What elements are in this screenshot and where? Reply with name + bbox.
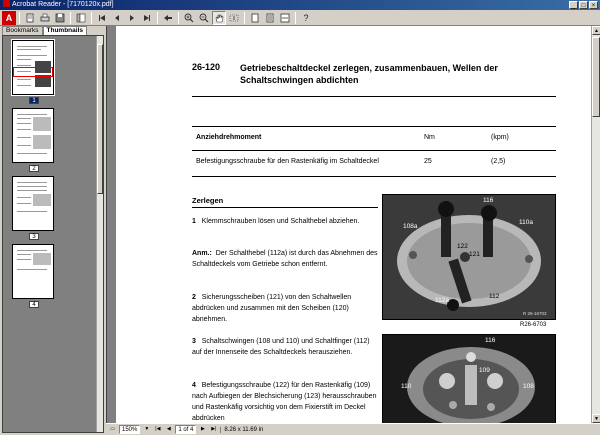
- pane-tabs: [2, 26, 87, 35]
- thumbnail-page-3[interactable]: [12, 176, 54, 231]
- thumb-text-line: [17, 79, 31, 80]
- rule-subheading: [192, 207, 378, 208]
- step-1-num: 1: [192, 218, 196, 225]
- torque-row-nm: 25: [424, 158, 432, 165]
- figure-1-reference: R26-6703: [520, 322, 547, 328]
- step-3-text: Schaltschwingen (108 und 110) und Schaltfinger (112) auf der Innenseite des Schaltdeckels herausziehen.: [192, 338, 370, 356]
- page-indicator[interactable]: 1 of 4: [175, 425, 196, 434]
- thumb-image: [33, 253, 51, 265]
- status-first-page-icon[interactable]: |◀: [155, 426, 161, 432]
- print-icon[interactable]: [38, 11, 52, 25]
- thumb-text-line: [17, 59, 31, 60]
- step-2-num: 2: [192, 294, 196, 301]
- thumbnails-scroll-thumb[interactable]: [97, 44, 103, 194]
- rule-top: [192, 96, 556, 97]
- acrobat-logo[interactable]: A: [2, 11, 16, 25]
- section-title: Getriebeschaltdeckel zerlegen, zusammenbauen, Wellen der Schaltschwingen abdichten: [240, 63, 498, 85]
- thumbnail-page-4[interactable]: [12, 244, 54, 299]
- fit-page-icon[interactable]: [263, 11, 277, 25]
- torque-header-label: Anziehdrehmoment: [196, 134, 262, 141]
- figure-1-photo: [382, 194, 556, 320]
- previous-page-icon[interactable]: [110, 11, 124, 25]
- thumb-text-line: [17, 137, 31, 138]
- thumbnail-label-2[interactable]: 2: [29, 165, 39, 172]
- thumb-text-line: [17, 197, 31, 198]
- fig2-label-116: 116: [485, 337, 496, 344]
- status-page-icon[interactable]: ▭: [110, 426, 115, 432]
- fig1-inner-code: R 26-16703: [523, 311, 547, 316]
- fig2-label-108: 108: [523, 383, 534, 390]
- window-controls: [569, 1, 598, 9]
- fig1-label-112a: 112a: [435, 297, 449, 304]
- toolbar-separator: [295, 12, 296, 24]
- thumbnail-label-3[interactable]: 3: [29, 233, 39, 240]
- fig1-label-108a: 108a: [403, 223, 418, 230]
- step-3: [192, 336, 378, 358]
- zoom-level[interactable]: 150%: [119, 425, 140, 434]
- thumb-text-line: [17, 182, 47, 183]
- hand-tool-icon[interactable]: [212, 11, 226, 25]
- scroll-down-button[interactable]: ▼: [592, 414, 600, 423]
- step-3-num: 3: [192, 338, 196, 345]
- thumb-text-line: [17, 114, 47, 115]
- thumb-text-line: [17, 259, 31, 260]
- step-4: [192, 380, 378, 423]
- close-button[interactable]: ×: [589, 1, 598, 9]
- minimize-button[interactable]: _: [569, 1, 578, 9]
- viewport-indicator[interactable]: [13, 67, 53, 77]
- toolbar-separator: [244, 12, 245, 24]
- thumbnail-label-4[interactable]: 4: [29, 301, 39, 308]
- thumb-text-line: [17, 203, 31, 204]
- status-last-page-icon[interactable]: ▶|: [211, 426, 217, 432]
- help-icon[interactable]: ?: [303, 12, 309, 23]
- section-number: 26-120: [192, 62, 221, 72]
- thumb-text-line: [17, 46, 47, 47]
- zoom-out-icon[interactable]: [197, 11, 211, 25]
- tab-bookmarks[interactable]: Bookmarks: [2, 26, 43, 35]
- thumbnails-scrollbar[interactable]: [96, 36, 103, 432]
- figure-2-photo: [382, 334, 556, 423]
- thumbnail-page-2[interactable]: [12, 108, 54, 163]
- step-1-text: Klemmschrauben lösen und Schalthebel abziehen.: [201, 218, 360, 225]
- rule-table-mid: [192, 150, 556, 151]
- toolbar-separator: [178, 12, 179, 24]
- bookmarks-pane-icon[interactable]: [74, 11, 88, 25]
- thumb-text-line: [17, 118, 31, 119]
- torque-header-nm: Nm: [424, 134, 435, 141]
- open-icon[interactable]: [23, 11, 37, 25]
- tab-thumbnails[interactable]: Thumbnails: [43, 26, 87, 35]
- status-bar: [106, 423, 600, 435]
- fig1-label-121: 121: [469, 251, 480, 258]
- pdf-page: [116, 26, 591, 423]
- torque-row-kpm: (2,5): [491, 158, 506, 165]
- go-back-icon[interactable]: [161, 11, 175, 25]
- thumb-text-line: [17, 55, 47, 56]
- fig2-label-109: 109: [479, 367, 490, 374]
- last-page-icon[interactable]: [140, 11, 154, 25]
- toolbar-separator: [91, 12, 92, 24]
- next-page-icon[interactable]: [125, 11, 139, 25]
- thumb-text-line: [17, 186, 47, 187]
- window-title: Acrobat Reader - [7170120x.pdf]: [12, 1, 114, 8]
- thumb-image: [33, 135, 51, 149]
- fig1-label-110a: 110a: [519, 219, 533, 226]
- first-page-icon[interactable]: [95, 11, 109, 25]
- fit-width-icon[interactable]: [278, 11, 292, 25]
- rule-table-bottom: [192, 176, 556, 177]
- fig1-label-122: 122: [457, 243, 468, 250]
- thumb-text-line: [17, 211, 47, 212]
- step-2-text: Sicherungsscheiben (121) von den Schaltwellen abdrücken und zusammen mit den Scheiben (120) abnehmen.: [192, 294, 352, 323]
- app-icon: [3, 0, 10, 7]
- thumb-image: [33, 194, 51, 206]
- fig1-label-112: 112: [489, 293, 500, 300]
- text-select-icon[interactable]: [227, 11, 241, 25]
- thumb-text-line: [17, 153, 47, 154]
- zoom-dropdown-icon[interactable]: ▼: [144, 426, 150, 432]
- thumb-text-line: [17, 85, 31, 86]
- thumbnail-label-1[interactable]: 1: [29, 97, 39, 104]
- thumb-text-line: [17, 49, 41, 50]
- torque-row-label: Befestigungsschraube für den Rastenkäfig im Schaltdeckel: [196, 158, 379, 165]
- thumb-text-line: [17, 65, 31, 66]
- subheading-zerlegen: Zerlegen: [192, 196, 224, 205]
- document-scrollbar[interactable]: [591, 26, 600, 423]
- thumb-text-line: [17, 269, 47, 270]
- step-note-text: Der Schalthebel (112a) ist durch das Abnehmen des Schaltdeckels vom Getriebe schon entfernt.: [192, 250, 378, 268]
- actual-size-icon[interactable]: [248, 11, 262, 25]
- step-4-text: Befestigungsschraube (122) für den Rastenkäfig (109) nach Aufbiegen der Blechsicherung (123) herausschrauben und Rastenkäfig vorsichtig von dem Fixierstift im Deckel abdrücken: [192, 382, 377, 422]
- toolbar-separator: [19, 12, 20, 24]
- torque-header-kpm: (kpm): [491, 134, 509, 141]
- document-view[interactable]: [106, 26, 600, 423]
- thumbnails-list: [2, 35, 104, 433]
- toolbar-separator: [157, 12, 158, 24]
- navigation-pane: [0, 26, 106, 435]
- step-1: [192, 216, 378, 227]
- title-bar: [0, 0, 600, 10]
- step-note: [192, 248, 378, 270]
- step-2: [192, 292, 378, 325]
- step-4-num: 4: [192, 382, 196, 389]
- step-note-num: Anm.:: [192, 250, 212, 257]
- thumb-text-line: [17, 190, 47, 191]
- rule-table-top: [192, 126, 556, 127]
- thumb-text-line: [17, 250, 47, 251]
- status-previous-page-icon[interactable]: ◀: [166, 426, 171, 432]
- fig1-label-116: 116: [483, 197, 494, 204]
- maximize-button[interactable]: □: [579, 1, 588, 9]
- fig2-label-110: 110: [401, 383, 412, 390]
- document-scroll-thumb[interactable]: [592, 37, 600, 117]
- toolbar-separator: [70, 12, 71, 24]
- thumb-text-line: [17, 123, 31, 124]
- thumb-text-line: [17, 254, 31, 255]
- page-size: 8.26 x 11.69 in: [220, 427, 266, 433]
- scroll-up-button[interactable]: ▲: [592, 26, 600, 35]
- toolbar: [0, 10, 600, 26]
- figure-2-drawing: [383, 335, 556, 423]
- save-icon[interactable]: [53, 11, 67, 25]
- zoom-in-icon[interactable]: [182, 11, 196, 25]
- thumb-text-line: [17, 129, 31, 130]
- thumb-text-line: [17, 145, 31, 146]
- status-next-page-icon[interactable]: ▶: [200, 426, 205, 432]
- thumb-image: [33, 117, 51, 131]
- thumbnail-page-1[interactable]: [12, 40, 54, 95]
